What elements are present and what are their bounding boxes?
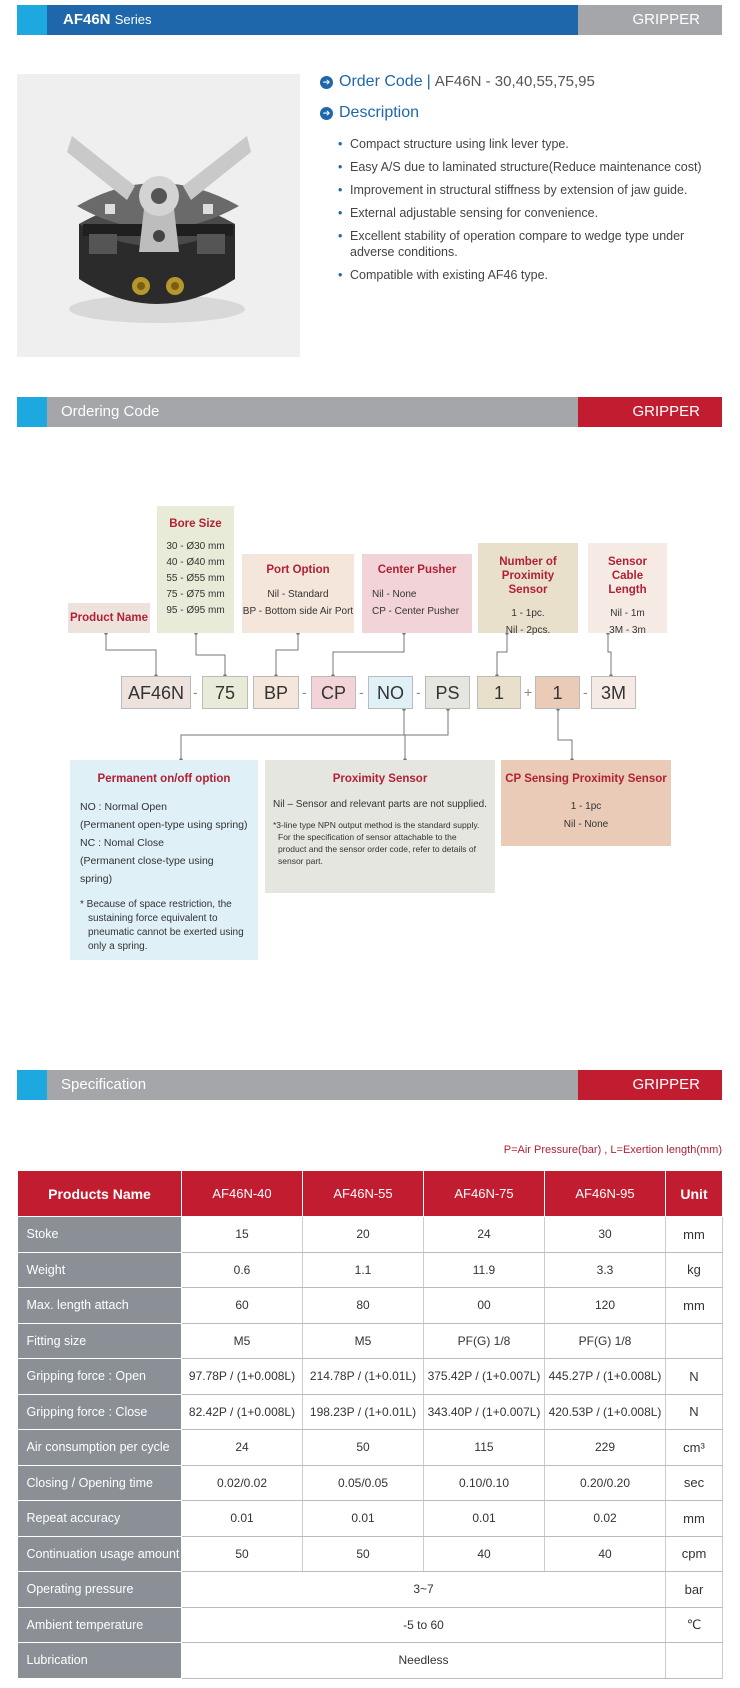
center-pusher-option: CP - Center Pusher: [372, 606, 460, 617]
table-row: [18, 1359, 723, 1395]
code-permanent: NO: [368, 676, 413, 709]
number-sensor-lines: [478, 605, 578, 639]
cable-length-title: Sensor Cable Length: [608, 556, 647, 596]
unit-cell: ℃: [666, 1607, 723, 1643]
table-cell: 80: [303, 1288, 424, 1324]
port-option: Nil - Standard: [267, 589, 329, 600]
product-name-box: [68, 603, 150, 633]
order-code-value: AF46N - 30,40,55,75,95: [434, 73, 595, 90]
code-dash: -: [302, 684, 307, 700]
ordering-code-category: GRIPPER: [578, 397, 722, 427]
column-header: AF46N-95: [545, 1171, 666, 1217]
spec-note: P=Air Pressure(bar) , L=Exertion length(mm): [503, 1144, 722, 1156]
number-sensor-option: 1 - 1pc.: [511, 608, 545, 619]
port-option-box: [242, 554, 354, 633]
unit-cell: mm: [666, 1501, 723, 1537]
port-option: BP - Bottom side Air Port: [242, 606, 354, 617]
specification-bar: [17, 1070, 722, 1100]
table-cell: PF(G) 1/8: [424, 1323, 545, 1359]
specification-table: [17, 1170, 723, 1679]
table-cell: 50: [303, 1536, 424, 1572]
unit-cell: cpm: [666, 1536, 723, 1572]
description-item: • Easy A/S due to laminated structure(Reduce maintenance cost): [338, 159, 718, 175]
row-label: Ambient temperature: [18, 1607, 182, 1643]
table-cell: 50: [303, 1430, 424, 1466]
cable-length-box: [588, 543, 667, 636]
table-cell: 115: [424, 1430, 545, 1466]
table-cell: 1.1: [303, 1252, 424, 1288]
code-plus: +: [524, 684, 533, 700]
table-cell: M5: [182, 1323, 303, 1359]
table-header-row: [18, 1171, 723, 1217]
center-pusher-lines: [372, 586, 472, 620]
arrow-right-icon: ➔: [320, 76, 333, 89]
proximity-sensor-title: Proximity Sensor: [332, 773, 428, 785]
table-cell: 11.9: [424, 1252, 545, 1288]
table-cell: 0.20/0.20: [545, 1465, 666, 1501]
unit-cell: sec: [666, 1465, 723, 1501]
table-cell: 0.01: [424, 1501, 545, 1537]
description-item: • Improvement in structural stiffness by extension of jaw guide.: [338, 182, 718, 198]
table-body: [18, 1217, 723, 1679]
permanent-option-box: [70, 760, 258, 960]
table-cell: 420.53P / (1+0.008L): [545, 1394, 666, 1430]
row-label: Weight: [18, 1252, 182, 1288]
table-cell: 24: [182, 1430, 303, 1466]
port-option-title: Port Option: [266, 564, 330, 576]
description-label: Description: [339, 104, 420, 121]
code-dash: -: [359, 684, 364, 700]
table-row: [18, 1465, 723, 1501]
table-cell: 15: [182, 1217, 303, 1253]
column-header: AF46N-75: [424, 1171, 545, 1217]
table-cell: PF(G) 1/8: [545, 1323, 666, 1359]
proximity-sensor-box: [265, 760, 495, 893]
bore-option: 95 - Ø95 mm: [166, 605, 225, 616]
unit-cell: kg: [666, 1252, 723, 1288]
description-item: • Compatible with existing AF46 type.: [338, 267, 718, 283]
bore-size-title: Bore Size: [169, 518, 222, 530]
specification-title: Specification: [61, 1076, 147, 1093]
permanent-option-line: (Permanent close-type using spring): [80, 855, 214, 885]
order-code-label: Order Code: [339, 73, 423, 90]
row-label: Gripping force : Close: [18, 1394, 182, 1430]
table-cell: 375.42P / (1+0.007L): [424, 1359, 545, 1395]
code-port: BP: [253, 676, 299, 709]
description-item: • External adjustable sensing for convenience.: [338, 205, 718, 221]
table-cell: 0.01: [303, 1501, 424, 1537]
table-cell: 198.23P / (1+0.01L): [303, 1394, 424, 1430]
row-label: Repeat accuracy: [18, 1501, 182, 1537]
merged-cell: 3~7: [182, 1572, 666, 1608]
table-cell: 120: [545, 1288, 666, 1324]
table-cell: 214.78P / (1+0.01L): [303, 1359, 424, 1395]
order-code-separator: |: [426, 73, 431, 90]
table-row: [18, 1217, 723, 1253]
code-cp-sensing: 1: [535, 676, 580, 709]
unit-cell: N: [666, 1359, 723, 1395]
number-sensor-option: Nil - 2pcs.: [505, 625, 551, 636]
permanent-option-lines: [80, 798, 248, 888]
unit-cell: [666, 1643, 723, 1679]
number-sensor-title: Number of Proximity Sensor: [499, 556, 557, 596]
number-sensor-box: [478, 543, 578, 636]
column-header: AF46N-55: [303, 1171, 424, 1217]
proximity-sensor-note: *3-line type NPN output method is the standard supply. For the specification of sensor attachable to the product and the sensor order code, refer to details of sensor part.: [273, 820, 480, 866]
row-label: Max. length attach: [18, 1288, 182, 1324]
code-cable: 3M: [591, 676, 636, 709]
row-label: Operating pressure: [18, 1572, 182, 1608]
cp-sensing-option: 1 - 1pc: [570, 801, 602, 812]
series-label: Series: [114, 12, 152, 27]
row-label: Gripping force : Open: [18, 1359, 182, 1395]
table-cell: 00: [424, 1288, 545, 1324]
permanent-option-line: (Permanent open-type using spring): [80, 819, 248, 831]
cable-length-option: 3M - 3m: [609, 625, 646, 636]
column-header: Products Name: [18, 1171, 182, 1217]
specification-category: GRIPPER: [578, 1070, 722, 1100]
row-label: Continuation usage amount: [18, 1536, 182, 1572]
permanent-option-line: NO : Normal Open: [80, 801, 167, 813]
table-cell: 445.27P / (1+0.008L): [545, 1359, 666, 1395]
header-category: GRIPPER: [578, 5, 722, 35]
bar-accent: [17, 1070, 47, 1100]
bore-option: 30 - Ø30 mm: [166, 541, 225, 552]
description-item: • Compact structure using link lever type.: [338, 136, 718, 152]
table-cell: 40: [545, 1536, 666, 1572]
unit-cell: cm³: [666, 1430, 723, 1466]
table-row: [18, 1643, 723, 1679]
ordering-code-title: Ordering Code: [61, 403, 160, 420]
cable-length-lines: [588, 605, 667, 639]
unit-cell: N: [666, 1394, 723, 1430]
permanent-option-title: Permanent on/off option: [97, 773, 231, 785]
cp-sensing-title: CP Sensing Proximity Sensor: [505, 773, 667, 785]
table-cell: 0.02: [545, 1501, 666, 1537]
table-cell: 97.78P / (1+0.008L): [182, 1359, 303, 1395]
merged-cell: -5 to 60: [182, 1607, 666, 1643]
unit-cell: bar: [666, 1572, 723, 1608]
table-cell: 0.6: [182, 1252, 303, 1288]
bore-option: 40 - Ø40 mm: [166, 557, 225, 568]
bore-option: 75 - Ø75 mm: [166, 589, 225, 600]
center-pusher-box: [362, 554, 472, 633]
table-row: [18, 1501, 723, 1537]
table-row: [18, 1572, 723, 1608]
description-item: • Excellent stability of operation compare to wedge type under adverse conditions.: [338, 228, 718, 260]
table-cell: 60: [182, 1288, 303, 1324]
arrow-right-icon: ➔: [320, 107, 333, 120]
center-pusher-option: Nil - None: [372, 589, 417, 600]
bore-size-lines: [157, 539, 234, 619]
table-row: [18, 1323, 723, 1359]
bore-option: 55 - Ø55 mm: [166, 573, 225, 584]
table-cell: 82.42P / (1+0.008L): [182, 1394, 303, 1430]
table-cell: 24: [424, 1217, 545, 1253]
code-bore: 75: [202, 676, 248, 709]
table-cell: 343.40P / (1+0.007L): [424, 1394, 545, 1430]
table-cell: 20: [303, 1217, 424, 1253]
unit-cell: mm: [666, 1288, 723, 1324]
row-label: Air consumption per cycle: [18, 1430, 182, 1466]
model-name: AF46N: [63, 11, 111, 28]
cp-sensing-lines: [501, 798, 671, 834]
table-cell: 30: [545, 1217, 666, 1253]
code-center-pusher: CP: [311, 676, 356, 709]
row-label: Closing / Opening time: [18, 1465, 182, 1501]
table-row: [18, 1607, 723, 1643]
cable-length-option: Nil - 1m: [610, 608, 645, 619]
permanent-option-note: * Because of space restriction, the sustaining force equivalent to pneumatic cannot be exerted using only a spring.: [80, 899, 244, 952]
table-cell: 3.3: [545, 1252, 666, 1288]
row-label: Fitting size: [18, 1323, 182, 1359]
table-cell: 0.10/0.10: [424, 1465, 545, 1501]
port-option-lines: [242, 586, 354, 620]
unit-cell: [666, 1323, 723, 1359]
cp-sensing-box: [501, 760, 671, 846]
table-cell: M5: [303, 1323, 424, 1359]
table-cell: 50: [182, 1536, 303, 1572]
column-header: Unit: [666, 1171, 723, 1217]
unit-cell: mm: [666, 1217, 723, 1253]
table-cell: 0.02/0.02: [182, 1465, 303, 1501]
merged-cell: Needless: [182, 1643, 666, 1679]
permanent-option-line: NC : Nomal Close: [80, 837, 165, 849]
table-row: [18, 1252, 723, 1288]
table-cell: 0.01: [182, 1501, 303, 1537]
row-label: Lubrication: [18, 1643, 182, 1679]
code-proximity: PS: [425, 676, 470, 709]
table-row: [18, 1394, 723, 1430]
code-dash: -: [583, 684, 588, 700]
center-pusher-title: Center Pusher: [377, 564, 457, 576]
table-row: [18, 1288, 723, 1324]
cp-sensing-option: Nil - None: [563, 819, 609, 830]
table-row: [18, 1430, 723, 1466]
bore-size-box: [157, 506, 234, 633]
proximity-sensor-line: Nil – Sensor and relevant parts are not supplied.: [273, 799, 488, 810]
column-header: AF46N-40: [182, 1171, 303, 1217]
code-number-sensor: 1: [477, 676, 521, 709]
table-cell: 229: [545, 1430, 666, 1466]
code-dash: -: [193, 684, 198, 700]
row-label: Stoke: [18, 1217, 182, 1253]
code-product: AF46N: [121, 676, 191, 709]
table-cell: 40: [424, 1536, 545, 1572]
product-name-title: Product Name: [70, 612, 148, 624]
table-cell: 0.05/0.05: [303, 1465, 424, 1501]
code-dash: -: [416, 684, 421, 700]
table-row: [18, 1536, 723, 1572]
